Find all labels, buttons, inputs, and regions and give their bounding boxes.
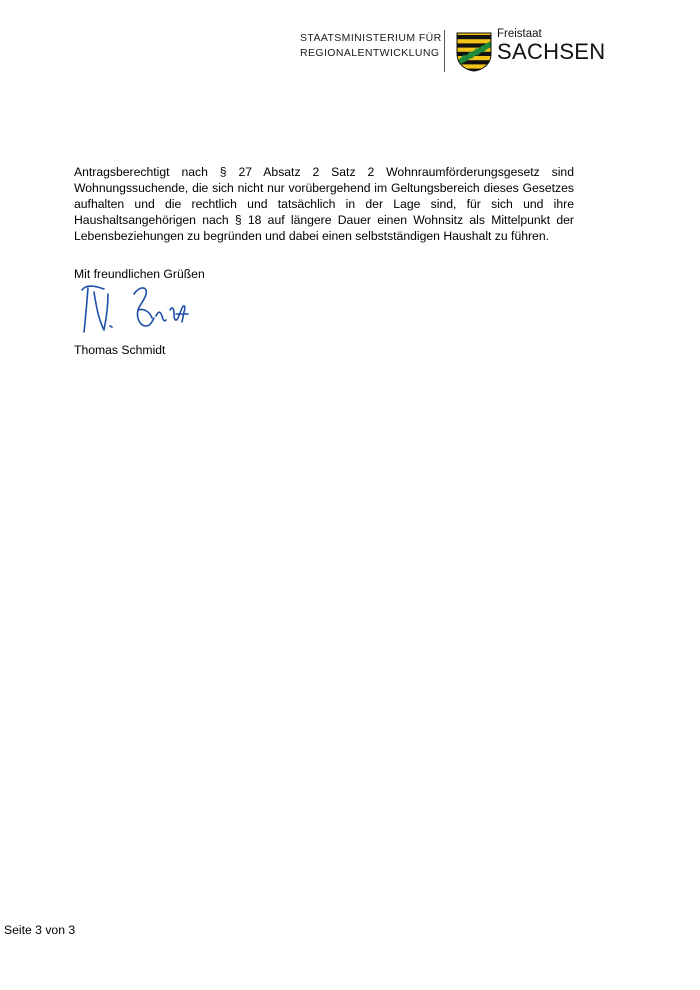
body-paragraph: Antragsberechtigt nach § 27 Absatz 2 Satz 2 Wohnraumförderungsgesetz sind Wohnungssuchende, die sich nicht nur vorübergehend im Geltungsbereich dieses Gesetzes aufhalten und die rechtlich und tatsächlich in der Lage sind, für sich und ihre Haushaltsangehörigen nach § 18 auf längere Dauer einen Wohnsitz als Mittelpunkt der Lebensbeziehungen zu begründen und dabei einen selbstständigen Haushalt zu führen. [74, 165, 574, 243]
handwritten-signature [68, 280, 198, 338]
ministry-name [300, 31, 442, 61]
letter-body [74, 164, 574, 244]
letterhead-divider [444, 30, 445, 72]
state-wordmark [497, 28, 605, 63]
ministry-line-2: REGIONALENTWICKLUNG [300, 47, 440, 59]
page-number: Seite 3 von 3 [4, 923, 76, 937]
saxony-coat-of-arms-icon [456, 32, 492, 72]
ministry-line-1: STAATSMINISTERIUM FÜR [300, 32, 442, 44]
closing-salutation: Mit freundlichen Grüßen [74, 267, 205, 281]
state-label-large: SACHSEN [497, 39, 606, 64]
letterhead [0, 28, 700, 78]
state-label-small: Freistaat [497, 28, 542, 40]
signer-name: Thomas Schmidt [74, 343, 166, 357]
